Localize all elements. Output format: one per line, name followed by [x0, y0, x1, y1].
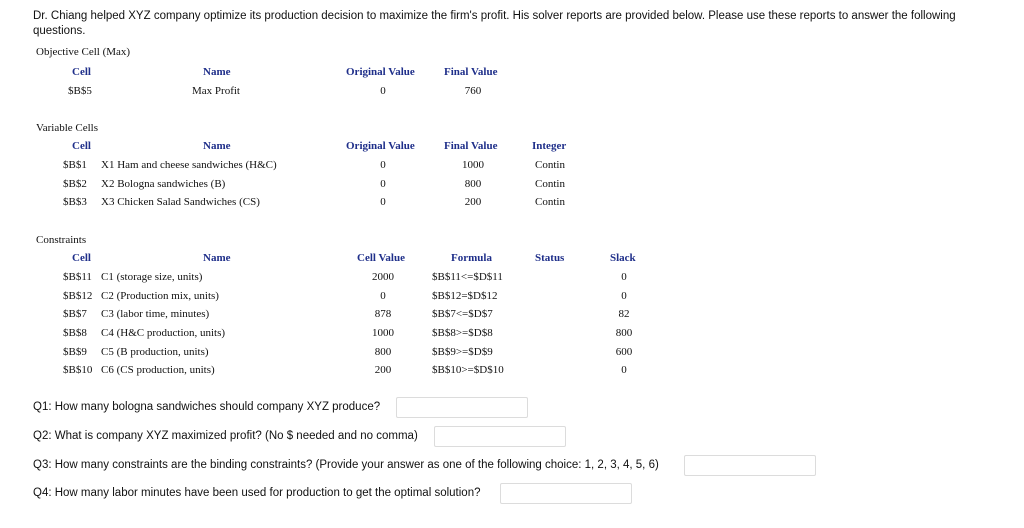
objective-original: 0	[380, 85, 386, 97]
constraint-formula: $B$11<=$D$11	[432, 271, 503, 283]
variable-final: 800	[464, 178, 482, 190]
variables-header-final: Final Value	[444, 140, 498, 152]
constraints-header-status: Status	[535, 252, 565, 264]
constraint-cell-ref: $B$8	[63, 327, 87, 339]
constraints-section-title: Constraints	[36, 234, 87, 246]
intro-text: Dr. Chiang helped XYZ company optimize its production decision to maximize the firm's profit. His solver reports are provided below. Please use these reports to answer the following questions.	[33, 10, 956, 37]
variable-name: X3 Chicken Salad Sandwiches (CS)	[101, 196, 260, 208]
constraint-value: 0	[380, 290, 386, 302]
constraint-name: C5 (B production, units)	[101, 346, 209, 358]
constraint-value: 878	[374, 308, 392, 320]
variable-original: 0	[380, 159, 386, 171]
variables-header-name: Name	[203, 140, 231, 152]
constraints-header-slack: Slack	[610, 252, 636, 264]
constraint-name: C2 (Production mix, units)	[101, 290, 219, 302]
constraint-name: C1 (storage size, units)	[101, 271, 203, 283]
variable-integer: Contin	[535, 196, 565, 208]
variable-cell-ref: $B$1	[63, 159, 87, 171]
constraint-formula: $B$7<=$D$7	[432, 308, 493, 320]
constraint-slack: 800	[615, 327, 633, 339]
variables-header-cell: Cell	[72, 140, 91, 152]
objective-header-final: Final Value	[444, 66, 498, 78]
constraint-cell-ref: $B$11	[63, 271, 92, 283]
question-3-answer-input[interactable]	[684, 455, 816, 476]
variables-header-integer: Integer	[532, 140, 567, 152]
constraint-formula: $B$12=$D$12	[432, 290, 498, 302]
constraint-formula: $B$10>=$D$10	[432, 364, 504, 376]
question-1-answer-input[interactable]	[396, 397, 528, 418]
constraint-slack: 82	[618, 308, 630, 320]
constraint-name: C4 (H&C production, units)	[101, 327, 226, 339]
constraint-slack: 0	[621, 271, 627, 283]
variable-original: 0	[380, 196, 386, 208]
constraint-formula: $B$8>=$D$8	[432, 327, 493, 339]
constraint-value: 2000	[372, 271, 394, 283]
constraints-header-formula: Formula	[451, 252, 492, 264]
constraint-slack: 0	[621, 290, 627, 302]
constraint-cell-ref: $B$7	[63, 308, 87, 320]
objective-header-original: Original Value	[346, 66, 415, 78]
question-4-answer-input[interactable]	[500, 483, 632, 504]
variables-section-title: Variable Cells	[36, 122, 99, 134]
constraint-name: C3 (labor time, minutes)	[101, 308, 210, 320]
variable-integer: Contin	[535, 159, 565, 171]
variable-cell-ref: $B$3	[63, 196, 87, 208]
objective-final: 760	[464, 85, 482, 97]
variable-name: X2 Bologna sandwiches (B)	[101, 178, 226, 190]
constraint-value: 800	[374, 346, 392, 358]
variable-final: 200	[464, 196, 482, 208]
constraints-header-cell: Cell	[72, 252, 91, 264]
question-4-text: Q4: How many labor minutes have been used for production to get the optimal solution?	[33, 487, 481, 499]
objective-cell-ref: $B$5	[68, 85, 92, 97]
constraint-formula: $B$9>=$D$9	[432, 346, 493, 358]
variables-header-original: Original Value	[346, 140, 415, 152]
objective-header-cell: Cell	[72, 66, 91, 78]
constraint-cell-ref: $B$12	[63, 290, 93, 302]
objective-name: Max Profit	[192, 85, 240, 97]
constraint-slack: 600	[615, 346, 633, 358]
constraint-name: C6 (CS production, units)	[101, 364, 215, 376]
variable-original: 0	[380, 178, 386, 190]
variable-name: X1 Ham and cheese sandwiches (H&C)	[101, 159, 277, 171]
constraint-cell-ref: $B$9	[63, 346, 87, 358]
constraint-cell-ref: $B$10	[63, 364, 93, 376]
variable-cell-ref: $B$2	[63, 178, 87, 190]
variable-final: 1000	[462, 159, 484, 171]
objective-header-name: Name	[203, 66, 231, 78]
constraints-header-name: Name	[203, 252, 231, 264]
constraints-header-value: Cell Value	[357, 252, 405, 264]
question-2-text: Q2: What is company XYZ maximized profit? (No $ needed and no comma)	[33, 430, 418, 442]
variable-integer: Contin	[535, 178, 565, 190]
constraint-slack: 0	[621, 364, 627, 376]
question-1-text: Q1: How many bologna sandwiches should company XYZ produce?	[33, 401, 381, 413]
question-2-answer-input[interactable]	[434, 426, 566, 447]
constraint-value: 1000	[372, 327, 394, 339]
question-3-text: Q3: How many constraints are the binding constraints? (Provide your answer as one of the following choice: 1, 2, 3, 4, 5, 6)	[33, 459, 659, 471]
constraint-value: 200	[374, 364, 392, 376]
objective-section-title: Objective Cell (Max)	[36, 46, 131, 58]
